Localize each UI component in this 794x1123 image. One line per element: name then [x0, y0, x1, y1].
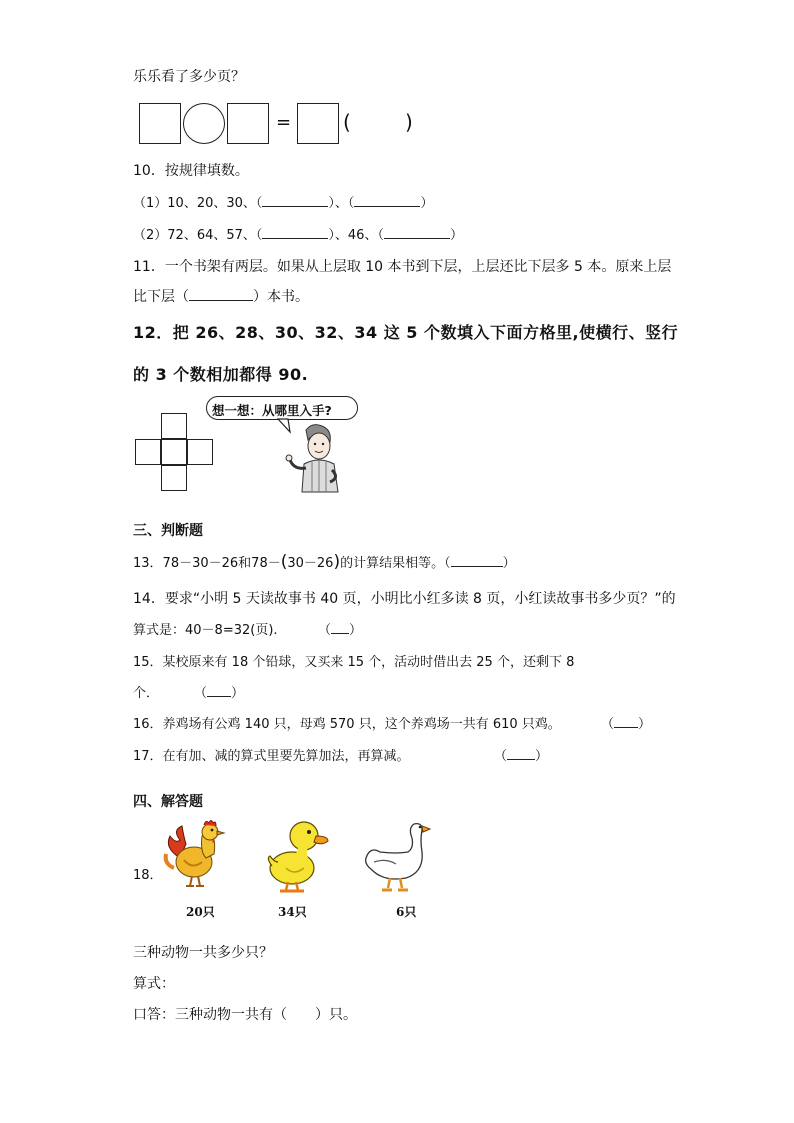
speech-bubble	[206, 396, 358, 420]
q13-paren-expr: 30－26	[287, 556, 334, 571]
q16-line: 16．养鸡场有公鸡 140 只，母鸡 570 只，这个养鸡场一共有 610 只鸡。	[133, 717, 561, 732]
duck-icon	[262, 814, 330, 896]
q14-line2: 算式是：40－8=32(页).	[133, 623, 278, 638]
q10-line1-end: ）	[420, 196, 434, 211]
q10-line1-prefix: （1）10、20、30、（	[133, 196, 263, 211]
q17-answer	[494, 745, 548, 764]
q10-line2-end: ）	[449, 228, 463, 243]
unit-paren-close: )	[405, 110, 413, 134]
q13-end: ）	[502, 556, 516, 571]
unit-paren-open: (	[343, 110, 351, 134]
answer-box-2[interactable]	[227, 103, 269, 144]
q10-line1-mid: ）、（	[328, 196, 355, 211]
q13-paren-right-icon: )	[333, 552, 341, 572]
section4-title: 四、解答题	[133, 794, 203, 810]
q15-line1: 15．某校原来有 18 个铅球，又买来 15 个，活动时借出去 25 个，还剩下 8	[133, 655, 575, 670]
q14-answer-blank[interactable]	[331, 621, 349, 634]
q16-answer-close: ）	[638, 717, 652, 732]
q10-line2-mid: ）、46、（	[328, 228, 384, 243]
q17-answer-blank[interactable]	[507, 747, 535, 760]
q13-prefix: 13．78－30－26和78－	[133, 556, 281, 571]
q10-blank-2[interactable]	[354, 194, 420, 207]
grid-cell-center[interactable]	[161, 439, 187, 465]
q10-line1	[133, 192, 433, 211]
q15-answer-blank[interactable]	[207, 684, 231, 697]
q14-line1: 14．要求“小明 5 天读故事书 40 页，小明比小红多读 8 页，小红读故事书多少页？”的	[133, 591, 676, 607]
q10-blank-3[interactable]	[262, 226, 328, 239]
q10-line2	[133, 224, 463, 243]
goose-icon	[360, 818, 432, 898]
q16-answer	[601, 713, 651, 732]
duck-count: 34只	[278, 905, 307, 919]
q14-answer	[318, 619, 362, 638]
grid-cell-top[interactable]	[161, 413, 187, 439]
answer-box-result[interactable]	[297, 103, 339, 144]
q18-formula-label: 算式：	[133, 976, 175, 992]
q14-answer-open: （	[318, 623, 332, 638]
q12-line1: 12．把 26、28、30、32、34 这 5 个数填入下面方格里,使横行、竖行	[133, 323, 679, 342]
q13-line	[133, 552, 516, 572]
q17-answer-open: （	[494, 749, 508, 764]
grid-cell-bottom[interactable]	[161, 465, 187, 491]
equals-sign: =	[276, 112, 292, 133]
rooster-count: 20只	[186, 905, 215, 919]
q10-blank-1[interactable]	[262, 194, 328, 207]
q13-suffix: 的计算结果相等。（	[340, 556, 451, 571]
q16-answer-open: （	[601, 717, 615, 732]
speech-bubble-text: 想一想：从哪里入手?	[212, 403, 332, 418]
q10-line2-prefix: （2）72、64、57、（	[133, 228, 263, 243]
q11-line2	[133, 286, 309, 306]
q17-answer-close: ）	[535, 749, 549, 764]
answer-box-1[interactable]	[139, 103, 181, 144]
q10-blank-4[interactable]	[384, 226, 450, 239]
q11-line1: 11．一个书架有两层。如果从上层取 10 本书到下层，上层还比下层多 5 本。原来上层	[133, 259, 672, 275]
q11-blank[interactable]	[189, 288, 253, 301]
q15-answer	[194, 682, 244, 701]
thinking-boy-icon	[282, 420, 344, 498]
q11-line2-prefix: 比下层（	[133, 289, 189, 305]
q16-answer-blank[interactable]	[614, 715, 638, 728]
rooster-icon	[162, 818, 230, 892]
q13-answer-blank[interactable]	[451, 554, 503, 567]
q15-answer-close: ）	[231, 686, 245, 701]
q13-paren-left-icon: (	[280, 552, 288, 572]
q15-answer-open: （	[194, 686, 208, 701]
grid-cell-left[interactable]	[135, 439, 161, 465]
q15-line2: 个．	[133, 686, 160, 701]
operator-circle[interactable]	[183, 103, 225, 144]
q12-line2: 的 3 个数相加都得 90.	[133, 365, 309, 384]
q14-answer-close: ）	[349, 623, 363, 638]
q18-answer: 口答：三种动物一共有（ ）只。	[133, 1007, 357, 1023]
q11-line2-suffix: ）本书。	[253, 289, 309, 305]
section3-title: 三、判断题	[133, 523, 203, 539]
q17-line: 17．在有加、减的算式里要先算加法，再算减。	[133, 749, 410, 764]
q18-question: 三种动物一共多少只？	[133, 945, 273, 961]
q18-number: 18．	[133, 868, 163, 883]
goose-count: 6只	[396, 905, 417, 919]
grid-cell-right[interactable]	[187, 439, 213, 465]
q9-question: 乐乐看了多少页？	[133, 69, 245, 85]
q10-title: 10．按规律填数。	[133, 163, 249, 179]
